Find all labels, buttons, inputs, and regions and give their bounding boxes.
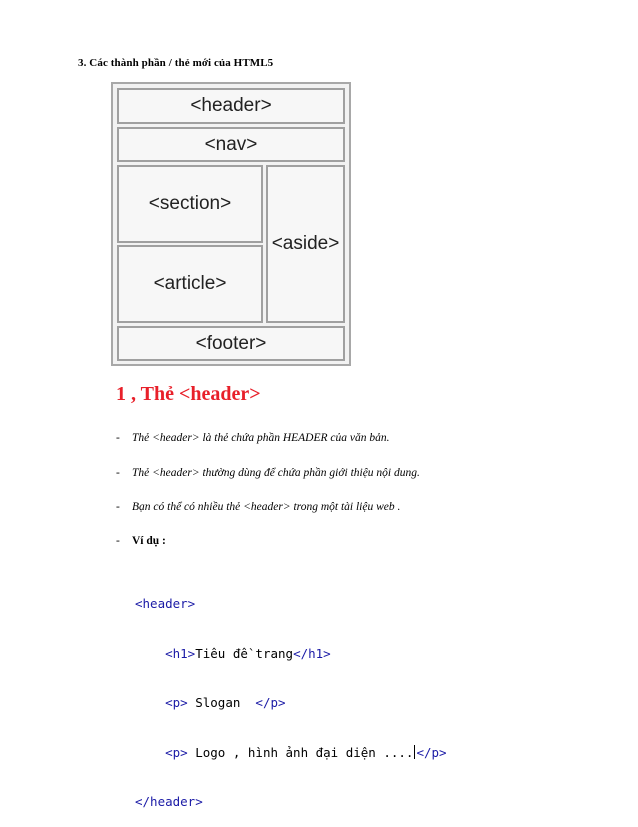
diagram-aside-box: <aside> — [266, 165, 345, 323]
code-indent — [135, 646, 165, 661]
code-tag: <header> — [135, 596, 196, 611]
bullet-text: Thẻ <header> thường dùng để chứa phần giới thiệu nội dung. — [132, 467, 420, 479]
code-tag: <p> — [165, 695, 188, 710]
bullet-item — [116, 467, 420, 479]
code-text: Slogan — [187, 695, 256, 710]
code-text: Logo , hình ảnh đại diện .... — [187, 744, 414, 760]
code-line — [135, 596, 447, 613]
code-indent — [135, 695, 165, 710]
bullet-dash: - — [116, 535, 120, 547]
bullet-dash: - — [116, 432, 120, 444]
section-title: 3. Các thành phần / thẻ mới của HTML5 — [78, 57, 274, 69]
bullet-item — [116, 432, 390, 444]
code-line — [135, 794, 447, 811]
code-tag: <p> — [165, 744, 188, 760]
code-line — [135, 745, 447, 762]
bullet-text: Thẻ <header> là thẻ chứa phần HEADER của văn bản. — [132, 432, 390, 444]
code-line — [135, 646, 447, 663]
diagram-footer-box: <footer> — [117, 326, 345, 361]
code-tag: </p> — [255, 695, 286, 710]
diagram-nav-box: <nav> — [117, 127, 345, 162]
code-text: Tiêu đề trang — [195, 645, 294, 661]
bullet-dash: - — [116, 467, 120, 479]
code-tag: </p> — [416, 744, 447, 760]
code-line — [135, 695, 447, 712]
bullet-item — [116, 535, 166, 547]
example-label: Ví dụ : — [132, 535, 166, 547]
diagram-article-box: <article> — [117, 245, 263, 323]
code-indent — [135, 745, 165, 760]
diagram-header-box: <header> — [117, 88, 345, 124]
code-example — [135, 563, 447, 827]
bullet-text: Bạn có thể có nhiều thẻ <header> trong một tài liệu web . — [132, 501, 401, 513]
bullet-dash: - — [116, 501, 120, 513]
html5-layout-diagram — [111, 82, 351, 366]
code-tag: <h1> — [165, 645, 196, 661]
bullet-item — [116, 501, 400, 513]
diagram-section-box: <section> — [117, 165, 263, 243]
code-tag: </h1> — [293, 645, 331, 661]
code-tag: </header> — [135, 794, 203, 809]
subsection-heading: 1 , Thẻ <header> — [116, 383, 261, 405]
